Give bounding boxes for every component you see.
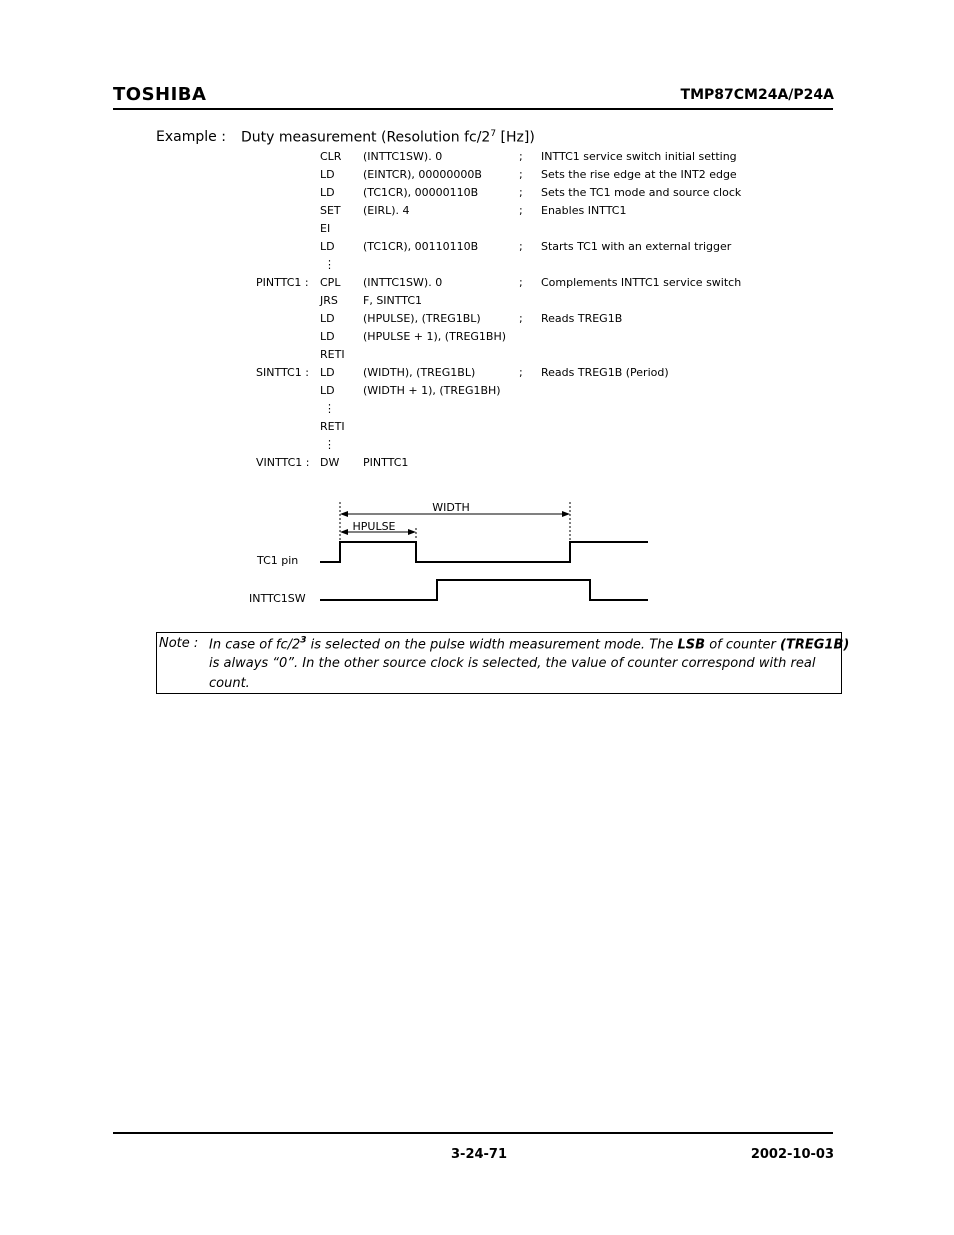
code-op: LD [320, 186, 335, 199]
width-label: WIDTH [432, 501, 470, 514]
toshiba-logo: TOSHIBA [113, 84, 207, 105]
example-title-sup: 7 [490, 129, 497, 139]
footer-date: 2002-10-03 [750, 1147, 834, 1162]
code-args: (INTTC1SW). 0 [363, 150, 443, 163]
code-op: JRS [320, 294, 338, 307]
code-comment: Reads TREG1B (Period) [541, 366, 669, 379]
inttc1sw-waveform [320, 580, 648, 600]
code-comment: Reads TREG1B [541, 312, 623, 325]
inttc1sw-label: INTTC1SW [249, 592, 306, 605]
code-op: RETI [320, 420, 345, 433]
footer-rule [113, 1132, 833, 1134]
code-args: (EINTCR), 00000000B [363, 168, 482, 181]
note-line-1 [209, 636, 849, 652]
code-op: LD [320, 366, 335, 379]
code-op: LD [320, 384, 335, 397]
code-op: ⋮ [324, 258, 335, 271]
code-op: RETI [320, 348, 345, 361]
code-op: LD [320, 240, 335, 253]
code-label: VINTTC1 : [256, 456, 310, 469]
note-bold-lsb: LSB [677, 637, 706, 653]
code-op: LD [320, 330, 335, 343]
code-op: LD [320, 312, 335, 325]
code-args: (WIDTH + 1), (TREG1BH) [363, 384, 501, 397]
code-args: F, SINTTC1 [363, 294, 423, 307]
code-semicolon: ; [519, 276, 523, 289]
code-op: EI [320, 222, 331, 235]
note-text-2: is selected on the pulse width measurement mode. The [306, 637, 678, 653]
note-text-3: of counter [705, 637, 781, 653]
tc1-pin-waveform [320, 542, 648, 562]
note-bold-treg: (TREG1B) [780, 637, 850, 653]
code-comment: Complements INTTC1 service switch [541, 276, 742, 289]
note-line-2: is always “0”. In the other source clock is selected, the value of counter correspond with real [209, 656, 816, 671]
code-args: (TC1CR), 00110110B [363, 240, 479, 253]
code-args: (HPULSE + 1), (TREG1BH) [363, 330, 507, 343]
code-args: (WIDTH), (TREG1BL) [363, 366, 476, 379]
code-comment: INTTC1 service switch initial setting [541, 150, 737, 163]
code-op: ⋮ [324, 402, 335, 415]
example-title-tail: [Hz]) [496, 129, 535, 146]
code-args: (TC1CR), 00000110B [363, 186, 479, 199]
code-semicolon: ; [519, 312, 523, 325]
code-args: (HPULSE), (TREG1BL) [363, 312, 481, 325]
code-semicolon: ; [519, 240, 523, 253]
code-semicolon: ; [519, 204, 523, 217]
code-comment: Sets the TC1 mode and source clock [541, 186, 742, 199]
code-comment: Enables INTTC1 [541, 204, 627, 217]
width-arrow-left-head [340, 511, 348, 517]
note-text-1: In case of fc/2 [209, 637, 301, 653]
code-args: PINTTC1 [363, 456, 409, 469]
code-label: PINTTC1 : [256, 276, 309, 289]
note-prefix: Note : [159, 636, 199, 651]
code-semicolon: ; [519, 168, 523, 181]
code-semicolon: ; [519, 186, 523, 199]
note-line-3: count. [209, 676, 250, 691]
code-label: SINTTC1 : [256, 366, 309, 379]
code-op: ⋮ [324, 438, 335, 451]
hpulse-arrow-left-head [340, 529, 348, 535]
code-comment: Starts TC1 with an external trigger [541, 240, 732, 253]
tc1-pin-label: TC1 pin [257, 554, 299, 567]
code-args: (INTTC1SW). 0 [363, 276, 443, 289]
code-op: CLR [320, 150, 342, 163]
code-args: (EIRL). 4 [363, 204, 410, 217]
code-semicolon: ; [519, 366, 523, 379]
code-op: LD [320, 168, 335, 181]
code-op: CPL [320, 276, 341, 289]
width-arrow-right-head [562, 511, 570, 517]
page-number: 3-24-71 [451, 1147, 508, 1162]
example-label: Example : [156, 129, 226, 145]
hpulse-arrow-right-head [408, 529, 416, 535]
hpulse-label: HPULSE [352, 520, 396, 533]
code-op: DW [320, 456, 340, 469]
code-comment: Sets the rise edge at the INT2 edge [541, 168, 737, 181]
example-title-text: Duty measurement (Resolution fc/2 [241, 129, 491, 146]
code-op: SET [320, 204, 341, 217]
note-sup: 3 [300, 636, 307, 646]
code-semicolon: ; [519, 150, 523, 163]
document-number: TMP87CM24A/P24A [680, 87, 834, 103]
